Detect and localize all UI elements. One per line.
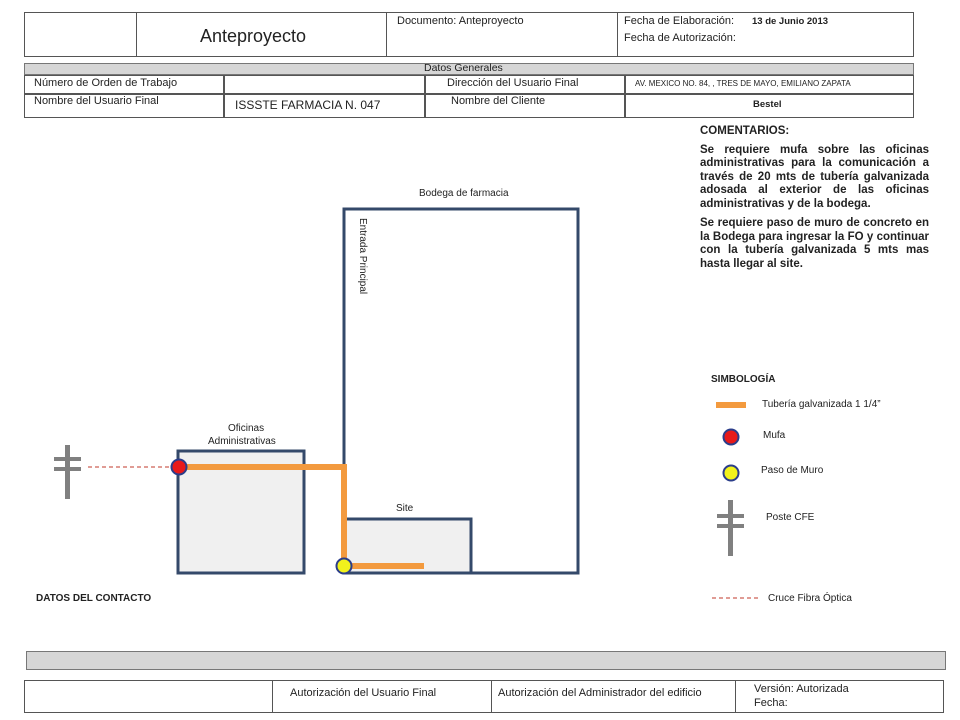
cliente-value: Bestel	[753, 99, 782, 110]
page-title: Anteproyecto	[200, 26, 307, 46]
direccion-label: Dirección del Usuario Final	[447, 77, 579, 89]
legend-cruce-label: Cruce Fibra Óptica	[768, 593, 852, 604]
paso-muro-marker	[337, 559, 352, 574]
poste-cfe-icon	[54, 445, 81, 499]
legend-poste-label: Poste CFE	[766, 512, 815, 523]
comentarios-paragraph: Se requiere paso de muro de concreto en la Bodega para ingresar la FO y continuar con la tubería galvanizada 5 mts mas hasta llegar al site.	[700, 217, 929, 270]
oficinas-label-line2: Administrativas	[208, 436, 276, 447]
fecha-elaboracion-value: 13 de Junio 2013	[752, 16, 829, 27]
usuario-label: Nombre del Usuario Final	[34, 95, 159, 107]
fecha-footer-label: Fecha:	[754, 697, 788, 709]
cliente-label: Nombre del Cliente	[451, 95, 546, 107]
fecha-autorizacion-label: Fecha de Autorización:	[624, 32, 736, 44]
simbologia-title: SIMBOLOGÍA	[711, 374, 776, 385]
footer-divider	[272, 680, 273, 713]
mufa-marker	[172, 460, 187, 475]
version-label: Versión: Autorizada	[754, 683, 849, 695]
datos-contacto-label: DATOS DEL CONTACTO	[36, 593, 152, 604]
autorizacion-usuario-label: Autorización del Usuario Final	[290, 687, 437, 699]
comentarios-paragraph: Se requiere mufa sobre las oficinas administrativas para la comunicación a través de 20 mts de tubería galvanizada adosada al exterior de las oficinas administrativas y de la bodega.	[700, 143, 929, 210]
footer-gray-bar	[26, 651, 946, 670]
bodega-label: Bodega de farmacia	[419, 188, 509, 199]
oficinas-label-line1: Oficinas	[228, 423, 265, 434]
legend-tuberia-label: Tubería galvanizada 1 1/4”	[762, 399, 881, 410]
numero-orden-label: Número de Orden de Trabajo	[34, 77, 178, 89]
legend-tuberia-swatch	[716, 402, 746, 408]
datos-generales-title: Datos Generales	[424, 62, 503, 74]
footer-divider	[735, 680, 736, 713]
legend-poste-icon	[717, 500, 744, 556]
legend-mufa-label: Mufa	[763, 430, 786, 441]
entrada-principal-label: Entrada Principal	[357, 218, 368, 295]
direccion-value: AV. MEXICO NO. 84, , TRES DE MAYO, EMILIANO ZAPATA	[635, 79, 851, 88]
autorizacion-admin-label: Autorización del Administrador del edificio	[498, 687, 702, 699]
documento-label: Documento: Anteproyecto	[397, 15, 524, 27]
comentarios-title: COMENTARIOS:	[700, 125, 790, 137]
legend-paso-muro-label: Paso de Muro	[761, 465, 824, 476]
legend-mufa-icon	[724, 430, 739, 445]
site-label: Site	[396, 503, 414, 514]
fecha-elaboracion-label: Fecha de Elaboración:	[624, 15, 735, 27]
legend-paso-muro-icon	[724, 466, 739, 481]
footer-divider	[491, 680, 492, 713]
usuario-value: ISSSTE FARMACIA N. 047	[235, 98, 381, 112]
